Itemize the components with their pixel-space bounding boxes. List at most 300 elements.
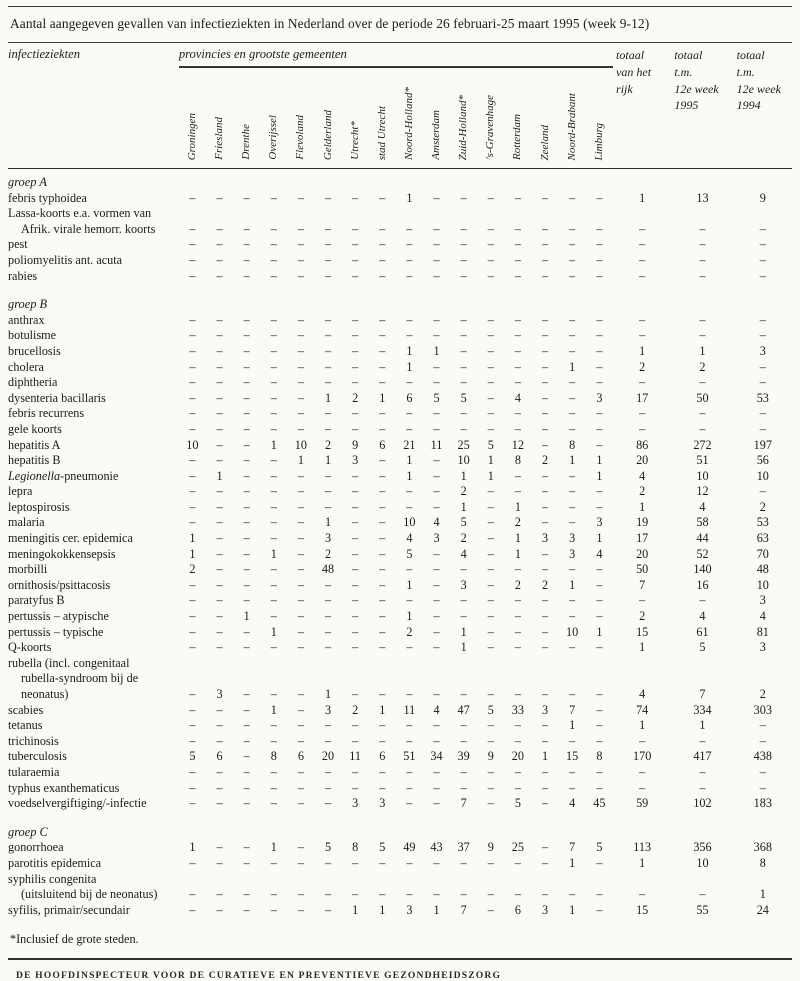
total-cell: 15 [636,902,649,917]
value-cell: – [569,190,576,205]
total-cell: 2 [699,359,706,374]
value-cell: – [379,221,386,236]
value-cell: – [243,702,250,717]
value-cell: – [352,375,359,390]
value-cell: – [569,887,576,902]
disease-label [8,734,179,750]
value-cell: – [433,733,440,748]
value-cell: 1 [569,855,576,870]
value-cell: – [189,515,196,530]
value-cell: 5 [487,702,494,717]
value-cell: – [324,468,332,483]
column-header-label: Drenthe [240,124,253,160]
value-cell: – [216,421,223,436]
value-cell: – [297,546,304,561]
value-cell: 1 [297,453,304,468]
value-cell: – [379,562,386,577]
value-cell: – [569,312,576,327]
value-cell: – [270,468,277,483]
value-cell: – [270,531,277,546]
value-cell: 2 [406,624,413,639]
value-cell: – [216,190,223,205]
value-cell: – [270,577,277,592]
value-cell: – [460,855,467,870]
report-title: Aantal aangegeven gevallen van infectieziekten in Nederland over de periode 26 februari-25 maart 1995 (week 9-12) [10,16,650,31]
total-cell: 61 [696,624,709,639]
value-cell: – [487,515,494,530]
value-cell: 34 [430,749,443,764]
value-cell: 4 [433,515,440,530]
value-cell: – [324,902,332,917]
value-cell: – [514,640,521,655]
disease-label [8,903,179,919]
total-cell: 4 [639,468,646,483]
value-cell: – [324,718,332,733]
disease-label-line: meningitis cer. epidemica [8,531,133,546]
value-cell: – [216,515,223,530]
value-cell: – [216,840,223,855]
value-cell: – [541,390,549,405]
value-cell: – [487,855,494,870]
value-cell: – [216,640,223,655]
value-cell: – [569,733,576,748]
value-cell: 1 [460,640,467,655]
value-cell: – [216,484,223,499]
value-cell: – [379,237,386,252]
table-row [8,515,792,531]
value-cell: – [460,687,467,701]
value-cell: 10 [294,437,307,452]
disease-label-line: neonatus) [21,687,69,701]
value-cell: – [243,359,250,374]
value-cell: – [189,453,196,468]
value-cell: 2 [352,702,359,717]
value-cell: 7 [460,902,467,917]
value-cell: – [487,609,494,624]
total-cell: – [639,237,646,252]
disease-label [8,500,179,516]
disease-label [8,191,179,207]
disease-label [8,406,179,422]
value-cell: – [243,902,250,917]
value-cell: 11 [349,749,361,764]
value-cell: – [487,687,494,701]
table-row [8,344,792,360]
table-row [8,872,792,903]
top-divider [8,6,792,7]
value-cell: – [596,268,603,283]
value-cell: – [216,902,223,917]
total-cell: – [639,733,646,748]
disease-label [8,749,179,765]
total-cell: – [699,593,706,608]
value-cell: – [514,237,521,252]
value-cell: 48 [321,562,335,577]
value-cell: – [596,902,603,917]
value-cell: – [270,562,277,577]
value-cell: – [324,855,332,870]
value-cell: – [297,702,304,717]
value-cell: – [216,237,223,252]
value-cell: – [541,840,549,855]
value-cell: – [243,531,250,546]
bottom-divider [8,958,792,960]
value-cell: – [406,764,413,779]
value-cell: – [297,902,304,917]
total-cell: – [639,593,646,608]
column-header-zuid-holland [450,68,477,169]
value-cell: 5 [189,749,196,764]
total-cell: – [759,375,766,390]
disease-label [8,269,179,285]
disease-label-line: pertussis – atypische [8,609,109,624]
total-cell: – [699,252,706,267]
value-cell: 8 [514,453,521,468]
value-cell: – [243,375,250,390]
value-cell: – [541,562,549,577]
value-cell: 49 [403,840,416,855]
value-cell: – [324,484,332,499]
total-cell: 86 [636,437,649,452]
value-cell: – [270,780,277,795]
value-cell: – [541,406,549,421]
value-cell: 6 [379,749,386,764]
table-row [8,765,792,781]
value-cell: – [487,546,494,561]
value-cell: – [487,562,494,577]
table-row [8,734,792,750]
signature-line: DE HOOFDINSPECTEUR VOOR DE CURATIEVE EN PREVENTIEVE GEZONDHEIDSZORG [16,970,502,981]
table-row [8,856,792,872]
value-cell: – [433,421,440,436]
value-cell: – [189,733,196,748]
value-cell: – [216,609,223,624]
value-cell: – [297,359,304,374]
total-cell: 50 [696,390,709,405]
total-cell: 58 [696,515,709,530]
value-cell: – [189,640,196,655]
value-cell: – [541,796,549,811]
column-header-label: Groningen [185,112,198,160]
disease-label [8,531,179,547]
value-cell: – [352,484,359,499]
total-cell: – [639,421,646,436]
value-cell: – [569,237,576,252]
value-cell: – [596,421,603,436]
total-cell: – [759,733,766,748]
value-cell: – [433,593,440,608]
value-cell: – [433,468,440,483]
value-cell: – [514,733,521,748]
value-cell: – [487,484,494,499]
value-cell: – [324,624,332,639]
value-cell: – [243,499,250,514]
value-cell: – [596,252,603,267]
disease-label [8,469,179,485]
value-cell: – [270,855,277,870]
column-header-stad-utrecht [369,68,396,169]
value-cell: 4 [460,546,467,561]
value-cell: – [433,190,440,205]
value-cell: – [379,887,386,902]
disease-label-line: leptospirosis [8,499,70,514]
value-cell: – [569,328,576,343]
total-cell: 1 [699,718,706,733]
value-cell: – [379,328,386,343]
value-cell: – [352,421,359,436]
value-cell: 5 [406,546,413,561]
disease-label-line: poliomyelitis ant. acuta [8,252,123,267]
value-cell: – [460,887,467,902]
value-cell: – [243,406,250,421]
value-cell: – [324,609,332,624]
value-cell: – [433,640,440,655]
column-header-totaal-3: totaal t.m. 12e week 1994 [734,45,792,169]
value-cell: – [460,190,467,205]
value-cell: – [189,252,196,267]
value-cell: – [596,221,603,236]
disease-label [8,656,179,703]
value-cell: – [514,593,521,608]
value-cell: – [569,499,576,514]
value-cell: – [324,343,332,358]
value-cell: – [433,375,440,390]
value-cell: – [352,593,359,608]
disease-label-line: febris typhoidea [8,190,87,205]
disease-label [8,547,179,563]
value-cell: 1 [324,515,332,530]
value-cell: – [514,562,521,577]
table-row [8,313,792,329]
value-cell: – [243,764,250,779]
value-cell: 6 [379,437,386,452]
value-cell: – [541,343,549,358]
value-cell: – [433,453,440,468]
total-cell: 4 [759,609,766,624]
value-cell: – [297,640,304,655]
value-cell: – [189,577,196,592]
value-cell: 45 [593,796,606,811]
section-header-row [8,284,792,313]
value-cell: – [270,609,277,624]
value-cell: 1 [596,624,603,639]
value-cell: – [243,343,250,358]
value-cell: – [406,221,413,236]
value-cell: – [487,421,494,436]
value-cell: – [270,190,277,205]
disease-label [8,578,179,594]
value-cell: – [297,687,304,701]
value-cell: – [216,221,223,236]
value-cell: – [569,268,576,283]
value-cell: – [270,499,277,514]
value-cell: – [379,624,386,639]
disease-label-line: scabies [8,702,44,717]
value-cell: 43 [430,840,443,855]
value-cell: – [596,640,603,655]
value-cell: – [324,406,332,421]
value-cell: – [487,221,494,236]
value-cell: – [406,252,413,267]
table-row [8,484,792,500]
column-header-label: 's-Gravenhage [484,95,497,160]
value-cell: – [433,887,440,902]
value-cell: – [569,484,576,499]
value-cell: – [460,593,467,608]
value-cell: – [379,468,386,483]
value-cell: – [541,887,549,902]
value-cell: – [352,764,359,779]
value-cell: 4 [596,546,603,561]
value-cell: – [514,780,521,795]
total-cell: 48 [756,562,769,577]
value-cell: 10 [566,624,579,639]
value-cell: – [433,780,440,795]
value-cell: – [514,221,521,236]
total-cell: 4 [639,687,646,701]
total-cell: – [759,484,766,499]
value-cell: – [487,237,494,252]
value-cell: – [243,190,250,205]
value-cell: – [541,312,549,327]
value-cell: – [514,268,521,283]
total-cell: 4 [699,499,706,514]
value-cell: – [460,268,467,283]
value-cell: – [569,515,576,530]
value-cell: 1 [379,702,386,717]
value-cell: 2 [189,562,196,577]
value-cell: – [324,221,332,236]
disease-label [8,840,179,856]
value-cell: 1 [243,609,250,624]
value-cell: 21 [403,437,416,452]
value-cell: – [379,499,386,514]
value-cell: – [352,718,359,733]
disease-label-line: paratyfus B [8,593,65,608]
value-cell: 12 [511,437,524,452]
value-cell: – [297,593,304,608]
section-title-groep-b: groep B [8,297,48,312]
total-cell: – [759,359,766,374]
value-cell: – [487,780,494,795]
disease-label [8,593,179,609]
value-cell: – [324,328,332,343]
table-row [8,609,792,625]
value-cell: – [569,764,576,779]
value-cell: – [596,609,603,624]
value-cell: – [460,562,467,577]
disease-label [8,625,179,641]
value-cell: 7 [569,840,576,855]
value-cell: – [352,687,359,701]
value-cell: 6 [406,390,413,405]
value-cell: 1 [406,359,413,374]
table-row [8,391,792,407]
value-cell: – [243,328,250,343]
value-cell: – [569,593,576,608]
value-cell: – [243,562,250,577]
section-title-groep-c: groep C [8,824,48,839]
value-cell: – [433,609,440,624]
table-row [8,531,792,547]
column-header-label: Flevoland [294,115,307,160]
value-cell: 7 [460,796,467,811]
value-cell: – [379,268,386,283]
value-cell: – [189,902,196,917]
value-cell: 1 [569,718,576,733]
total-cell: 2 [639,609,646,624]
value-cell: – [406,421,413,436]
value-cell: – [243,468,250,483]
value-cell: 3 [541,702,549,717]
value-cell: – [216,796,223,811]
column-header-label: Utrecht* [348,121,361,160]
value-cell: – [243,796,250,811]
value-cell: – [487,531,494,546]
value-cell: – [569,343,576,358]
value-cell: – [352,546,359,561]
disease-label [8,375,179,391]
value-cell: – [324,764,332,779]
value-cell: – [189,221,196,236]
value-cell: – [460,237,467,252]
disease-label [8,391,179,407]
value-cell: – [297,468,304,483]
value-cell: – [406,312,413,327]
value-cell: – [596,855,603,870]
total-cell: 272 [693,437,712,452]
value-cell: 1 [460,624,467,639]
disease-label-line: pertussis – typische [8,624,104,639]
value-cell: – [324,499,332,514]
value-cell: – [297,718,304,733]
value-cell: – [216,764,223,779]
value-cell: – [352,343,359,358]
value-cell: – [487,312,494,327]
value-cell: – [243,268,250,283]
disease-label-line: syphilis congenita [8,871,97,886]
disease-label-line: gele koorts [8,421,62,436]
value-cell: – [324,593,332,608]
total-cell: 13 [696,190,709,205]
value-cell: – [243,421,250,436]
value-cell: – [487,328,494,343]
footnote: *Inclusief de grote steden. [10,932,139,947]
total-cell: – [759,718,766,733]
value-cell: – [541,733,549,748]
value-cell: – [460,718,467,733]
value-cell: – [406,593,413,608]
disease-label [8,206,179,237]
table-row [8,640,792,656]
column-header-totaal-1: totaal van het rijk [613,45,671,169]
value-cell: 20 [321,749,335,764]
disease-label-line: trichinosis [8,733,59,748]
value-cell: 3 [569,546,576,561]
value-cell: – [487,252,494,267]
disease-label-line: malaria [8,515,45,530]
section-header-row [8,169,792,191]
total-cell: 102 [693,796,712,811]
value-cell: – [596,484,603,499]
value-cell: – [596,702,603,717]
value-cell: – [270,640,277,655]
value-cell: – [297,796,304,811]
total-cell: 55 [696,902,709,917]
column-header-drenthe [233,68,260,169]
column-header-label: Gelderland [321,109,334,160]
column-header-gelderland [314,68,341,169]
